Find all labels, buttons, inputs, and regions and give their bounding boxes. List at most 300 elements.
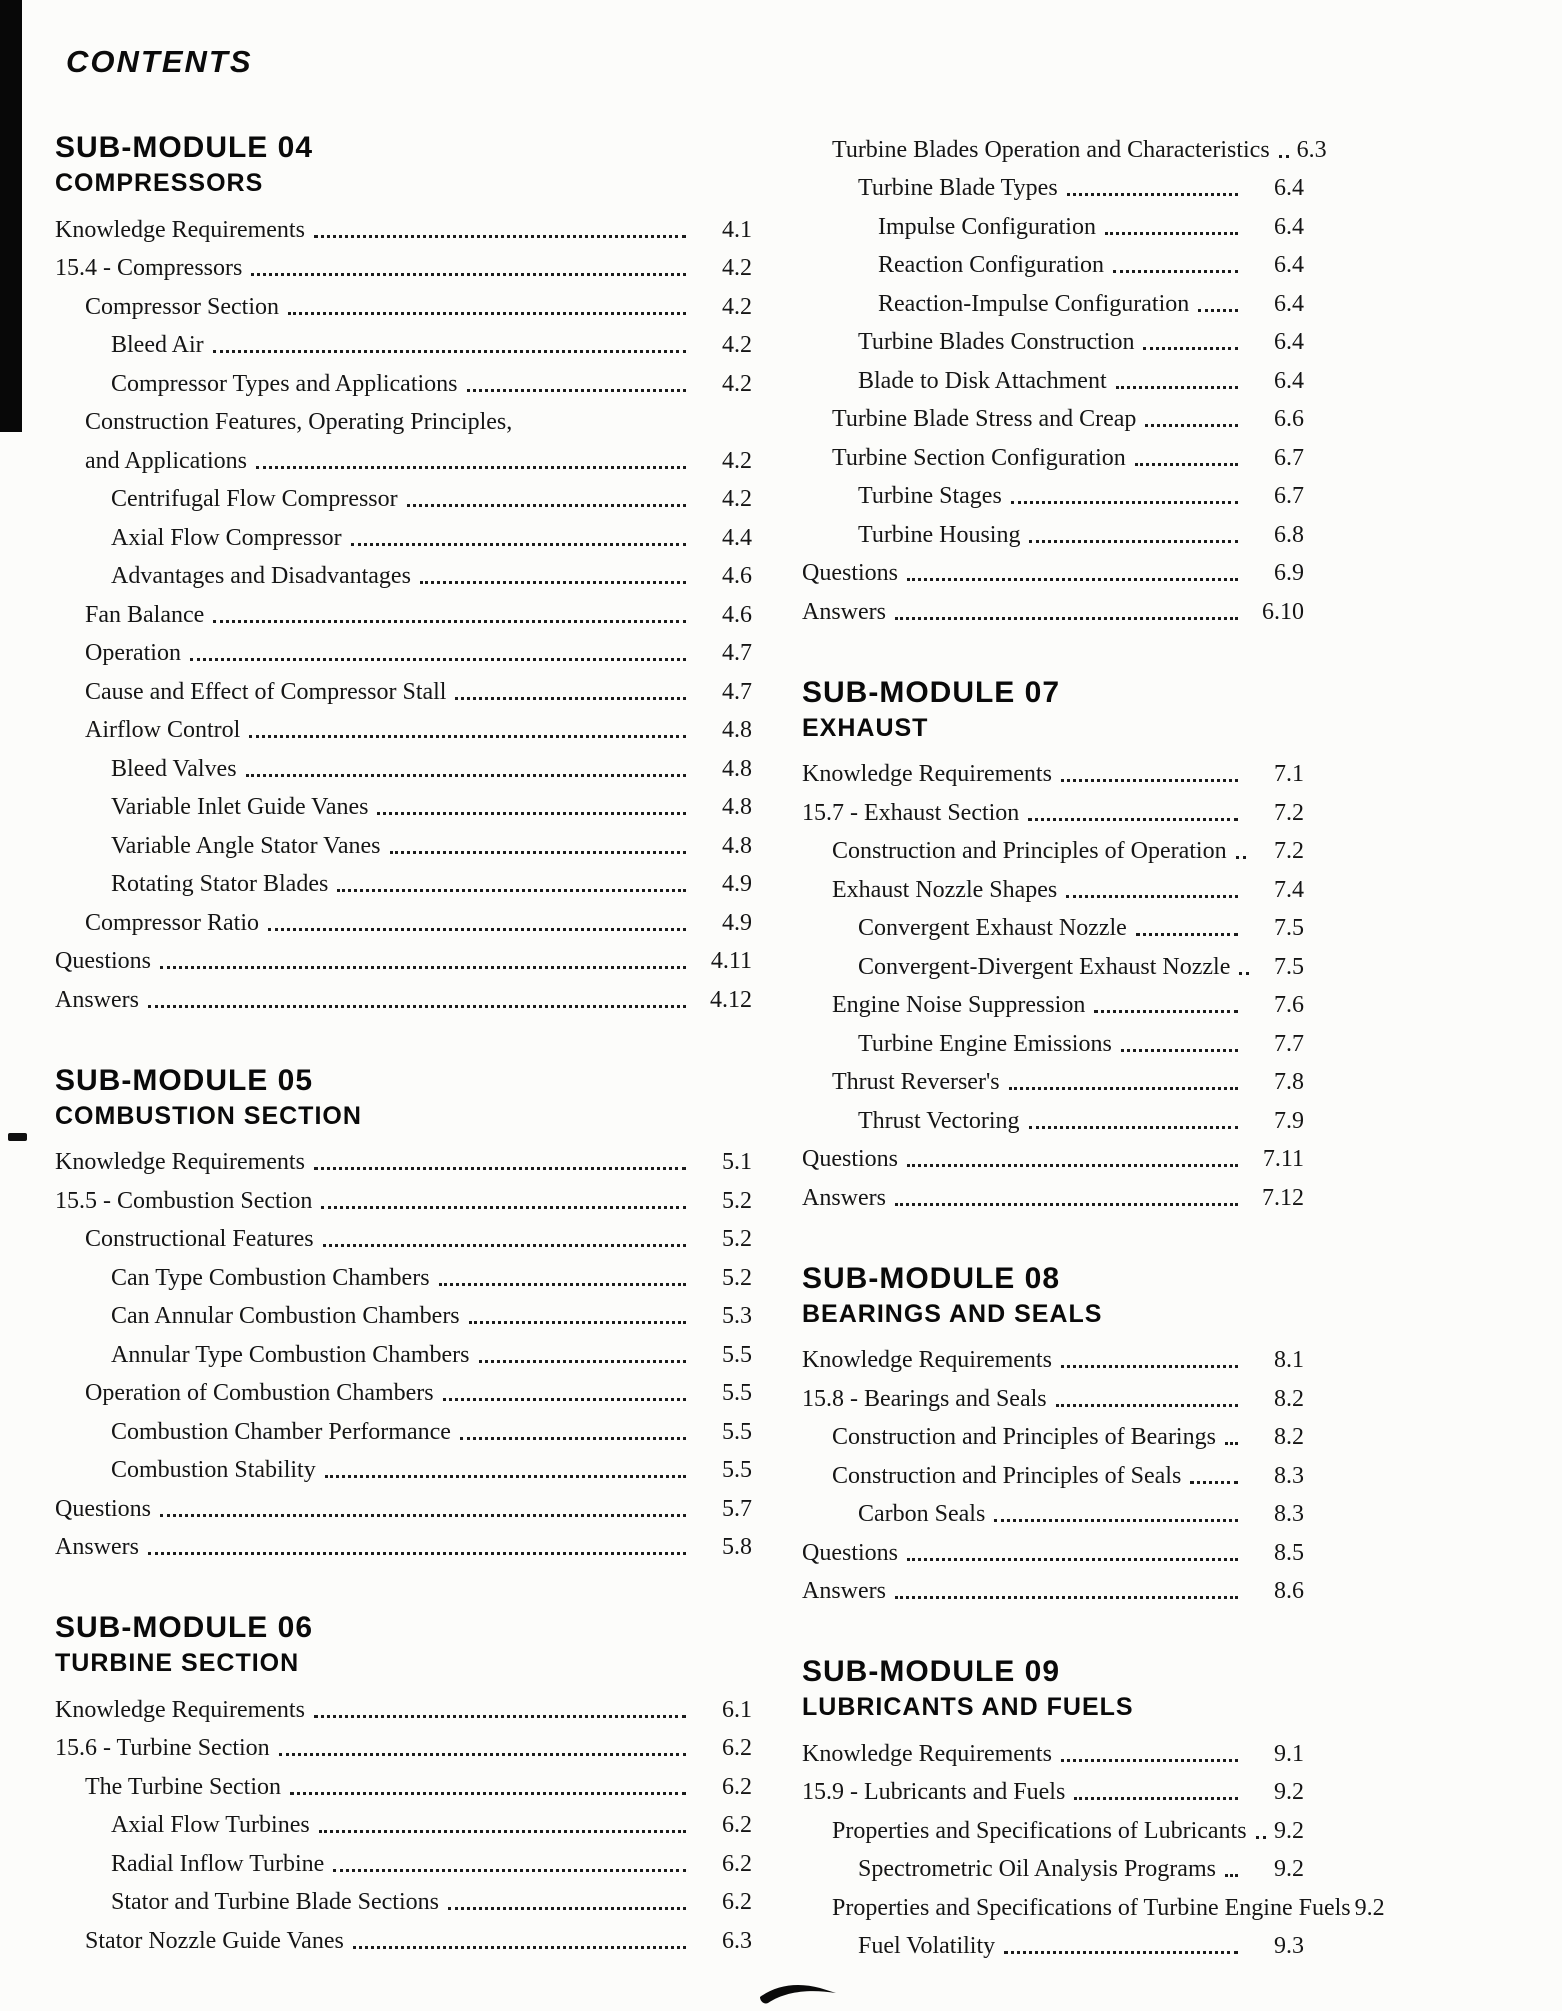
dot-leader — [467, 389, 686, 392]
toc-entry-label: Combustion Stability — [111, 1457, 316, 1483]
toc-entry-label: Knowledge Requirements — [802, 1740, 1052, 1767]
page-number: 6.8 — [1274, 521, 1304, 548]
dot-leader — [1225, 1442, 1238, 1445]
page-number: 4.8 — [722, 755, 752, 782]
toc-entry-label: Variable Inlet Guide Vanes — [111, 794, 369, 820]
toc-entry — [55, 709, 752, 748]
toc-entry-label: Spectrometric Oil Analysis Programs — [858, 1856, 1216, 1882]
toc-entry — [802, 830, 1304, 869]
module-subtitle: COMBUSTION SECTION — [55, 1101, 362, 1130]
dot-leader — [895, 617, 1238, 620]
toc-entry — [802, 1138, 1304, 1177]
dot-leader — [1239, 972, 1249, 975]
toc-entry — [802, 1061, 1304, 1100]
toc-entry-label: Can Annular Combustion Chambers — [111, 1303, 460, 1329]
toc-entry — [802, 1771, 1304, 1810]
toc-entry — [802, 1416, 1304, 1455]
dot-leader — [249, 735, 686, 738]
page-number: 6.7 — [1274, 483, 1304, 509]
page-number: 7.1 — [1274, 761, 1304, 787]
toc-column-right — [802, 128, 1385, 1963]
toc-entry — [802, 359, 1304, 398]
toc-entry-label: Reaction Configuration — [878, 252, 1104, 278]
dot-leader — [1029, 540, 1238, 543]
toc-entry-label: Compressor Ratio — [85, 909, 259, 936]
dot-leader — [251, 273, 686, 276]
toc-entry-label: Airflow Control — [85, 717, 241, 743]
page-number: 8.2 — [1274, 1385, 1304, 1412]
toc-entry — [55, 208, 752, 247]
dot-leader — [148, 1005, 686, 1008]
dot-leader — [1121, 1049, 1238, 1052]
toc-entries — [802, 128, 1327, 629]
dot-leader — [469, 1321, 686, 1324]
scan-artifact-bar — [0, 0, 22, 432]
page-number: 5.5 — [722, 1380, 752, 1406]
toc-entry — [802, 1176, 1304, 1215]
toc-entry-label: Properties and Specifications of Turbine Engine Fuels — [832, 1894, 1351, 1921]
toc-entries — [55, 208, 752, 1017]
dot-leader — [1028, 818, 1238, 821]
toc-entry — [802, 590, 1304, 629]
page-number: 6.7 — [1274, 444, 1304, 471]
dot-leader — [1256, 1836, 1266, 1839]
module-title: SUB-MODULE 04 — [55, 131, 314, 164]
dot-leader — [1105, 232, 1238, 235]
toc-entry — [55, 1218, 752, 1257]
toc-entry-label: and Applications — [85, 447, 247, 474]
dot-leader — [1145, 424, 1238, 427]
page-number: 6.2 — [722, 1850, 752, 1877]
page-number: 4.9 — [722, 909, 752, 936]
page-number: 6.4 — [1274, 252, 1304, 278]
page-turn-mark — [758, 1981, 838, 2006]
dot-leader — [1236, 856, 1246, 859]
dot-leader — [1143, 347, 1238, 350]
page-number: 4.7 — [722, 640, 752, 666]
dot-leader — [1011, 501, 1238, 504]
dot-leader — [895, 1596, 1238, 1599]
page-number: 5.1 — [722, 1149, 752, 1175]
toc-entry-label: 15.5 - Combustion Section — [55, 1187, 313, 1214]
toc-entry-label: Knowledge Requirements — [55, 1696, 305, 1723]
toc-entry — [55, 901, 752, 940]
dot-leader — [1067, 193, 1238, 196]
dot-leader — [314, 1715, 686, 1718]
page-number: 9.2 — [1274, 1817, 1304, 1844]
dot-leader — [314, 235, 686, 238]
dot-leader — [213, 620, 686, 623]
page-number: 6.6 — [1274, 406, 1304, 432]
toc-entry — [55, 516, 752, 555]
toc-entry — [802, 907, 1304, 946]
dot-leader — [337, 889, 686, 892]
page-number: 4.8 — [722, 832, 752, 859]
page-number: 8.3 — [1274, 1501, 1304, 1527]
toc-entry — [802, 128, 1327, 167]
toc-entry — [802, 791, 1304, 830]
toc-entry-label: Construction and Principles of Seals — [832, 1462, 1182, 1489]
toc-entry-label: Turbine Engine Emissions — [858, 1030, 1112, 1057]
page-number: 4.11 — [710, 948, 752, 974]
dot-leader — [455, 697, 686, 700]
page-number: 4.12 — [710, 986, 752, 1013]
toc-entry — [802, 1848, 1304, 1887]
toc-entry — [802, 552, 1304, 591]
toc-section-continued — [802, 128, 1327, 629]
page-number: 4.9 — [722, 871, 752, 897]
module-title: SUB-MODULE 06 — [55, 1611, 314, 1644]
toc-entry — [802, 1732, 1304, 1771]
page-number: 6.1 — [722, 1696, 752, 1723]
toc-entry-label: Exhaust Nozzle Shapes — [832, 876, 1058, 903]
toc-entry-label: Reaction-Impulse Configuration — [878, 290, 1190, 317]
dot-leader — [439, 1283, 686, 1286]
toc-entry-label: 15.8 - Bearings and Seals — [802, 1385, 1047, 1412]
page-number: 6.4 — [1274, 175, 1304, 201]
dot-leader — [1029, 1126, 1238, 1129]
dot-leader — [1004, 1951, 1238, 1954]
toc-section — [802, 675, 1304, 1215]
toc-entry-label: Stator and Turbine Blade Sections — [111, 1889, 439, 1915]
toc-entry — [55, 1526, 752, 1565]
dot-leader — [256, 466, 686, 469]
toc-entries — [802, 753, 1304, 1215]
toc-entry — [55, 1333, 752, 1372]
page-number: 8.2 — [1274, 1424, 1304, 1450]
toc-entry — [55, 940, 752, 979]
toc-entry-label: Stator Nozzle Guide Vanes — [85, 1927, 344, 1954]
module-title: SUB-MODULE 09 — [802, 1655, 1061, 1688]
toc-entry — [55, 555, 752, 594]
toc-entry — [802, 436, 1304, 475]
toc-entry — [55, 247, 752, 286]
toc-entry — [802, 1339, 1304, 1378]
toc-entry-label: Knowledge Requirements — [802, 1347, 1052, 1373]
dot-leader — [1116, 386, 1238, 389]
toc-section — [55, 1063, 752, 1565]
toc-entry — [55, 593, 752, 632]
page-number: 9.2 — [1354, 1894, 1385, 1921]
toc-entry — [802, 475, 1304, 514]
page-number: 9.1 — [1274, 1740, 1304, 1767]
page-number: 7.4 — [1274, 876, 1304, 903]
toc-entry-label: Construction and Principles of Operation — [832, 838, 1227, 864]
toc-entry-label: Compressor Types and Applications — [111, 370, 458, 397]
dot-leader — [1061, 1365, 1238, 1368]
page-number: 8.3 — [1274, 1462, 1304, 1489]
page-number: 9.2 — [1274, 1856, 1304, 1882]
toc-entry-label: Construction Features, Operating Principles, — [85, 409, 513, 435]
page-number: 4.8 — [722, 717, 752, 743]
dot-leader — [148, 1552, 686, 1555]
toc-entry-label: Turbine Blade Stress and Creap — [832, 406, 1137, 432]
toc-entry — [55, 670, 752, 709]
toc-entry-label: 15.7 - Exhaust Section — [802, 799, 1020, 826]
toc-entry-label: Thrust Vectoring — [858, 1107, 1020, 1134]
page-number: 7.9 — [1274, 1107, 1304, 1134]
toc-entry-label: Questions — [55, 948, 151, 974]
toc-entry-label: Impulse Configuration — [878, 213, 1096, 240]
toc-entry-label: Rotating Stator Blades — [111, 871, 329, 897]
dot-leader — [460, 1437, 686, 1440]
dot-leader — [353, 1946, 686, 1949]
page-number: 4.2 — [722, 447, 752, 474]
toc-entry-label: Radial Inflow Turbine — [111, 1850, 325, 1877]
page-number: 7.5 — [1274, 953, 1304, 980]
dot-leader — [288, 312, 686, 315]
page-number: 6.10 — [1262, 598, 1304, 625]
dot-leader — [1113, 270, 1238, 273]
module-title: SUB-MODULE 07 — [802, 675, 1061, 709]
toc-entry-label: Turbine Blade Types — [858, 175, 1058, 201]
page-number: 5.7 — [722, 1495, 752, 1522]
toc-entry-label: Answers — [802, 1184, 886, 1211]
toc-entry — [802, 321, 1304, 360]
page-number: 6.4 — [1274, 213, 1304, 240]
dot-leader — [321, 1206, 686, 1209]
page-number: 6.2 — [722, 1812, 752, 1838]
toc-entry-label: Knowledge Requirements — [55, 1149, 305, 1175]
toc-entry — [802, 753, 1304, 792]
toc-entry-label: Carbon Seals — [858, 1501, 986, 1527]
page-number: 9.2 — [1274, 1779, 1304, 1805]
toc-entry — [55, 1141, 752, 1180]
toc-entry-label: Questions — [802, 560, 898, 586]
toc-entry — [802, 167, 1304, 206]
dot-leader — [407, 504, 686, 507]
toc-entry — [802, 945, 1304, 984]
toc-entry — [55, 1372, 752, 1411]
toc-entry-label: Combustion Chamber Performance — [111, 1418, 451, 1445]
toc-entries — [802, 1339, 1304, 1609]
toc-entry-label: The Turbine Section — [85, 1773, 281, 1800]
toc-entry-label: Turbine Stages — [858, 483, 1002, 509]
toc-entry-label: Can Type Combustion Chambers — [111, 1264, 430, 1291]
toc-entry — [55, 632, 752, 671]
page-number: 6.2 — [722, 1773, 752, 1800]
dot-leader — [246, 774, 686, 777]
page-number: 5.8 — [722, 1534, 752, 1560]
dot-leader — [1061, 1759, 1238, 1762]
page-number: 4.2 — [722, 293, 752, 320]
page-number: 8.5 — [1274, 1539, 1304, 1566]
page-number: 6.9 — [1274, 560, 1304, 586]
page-number: 6.2 — [722, 1889, 752, 1915]
toc-entry — [802, 1454, 1304, 1493]
toc-entry-label: 15.6 - Turbine Section — [55, 1735, 270, 1761]
dot-leader — [479, 1360, 686, 1363]
toc-entry — [802, 1377, 1304, 1416]
toc-section — [802, 1654, 1385, 1963]
page-number: 5.2 — [722, 1264, 752, 1291]
page-number: 5.5 — [722, 1457, 752, 1483]
page-number: 6.2 — [722, 1735, 752, 1761]
toc-entry — [802, 244, 1304, 283]
page-title: CONTENTS — [66, 44, 253, 79]
toc-entry — [802, 205, 1304, 244]
toc-column-left — [55, 130, 752, 1958]
dot-leader — [1225, 1874, 1238, 1877]
toc-entry-label: Annular Type Combustion Chambers — [111, 1341, 470, 1368]
toc-entry-label: Answers — [802, 1578, 886, 1604]
toc-entry-label: Operation of Combustion Chambers — [85, 1380, 434, 1406]
toc-entry — [55, 478, 752, 517]
toc-entry — [55, 324, 752, 363]
page-number: 6.3 — [1296, 136, 1327, 163]
toc-entry — [55, 1842, 752, 1881]
dot-leader — [1094, 1010, 1238, 1013]
page-number: 4.2 — [722, 370, 752, 397]
page-number: 4.6 — [722, 563, 752, 589]
toc-entry — [802, 282, 1304, 321]
module-subtitle: TURBINE SECTION — [55, 1649, 300, 1677]
toc-entry-label: Cause and Effect of Compressor Stall — [85, 678, 447, 705]
page-number: 7.6 — [1274, 992, 1304, 1018]
dot-leader — [443, 1398, 686, 1401]
dot-leader — [325, 1475, 686, 1478]
toc-entry — [55, 1410, 752, 1449]
page-number: 5.5 — [722, 1418, 752, 1445]
page-number: 7.12 — [1262, 1184, 1304, 1211]
toc-entry-label: Turbine Blades Operation and Characteristics — [832, 136, 1270, 163]
toc-entry — [55, 1295, 752, 1334]
page-number: 7.11 — [1262, 1146, 1304, 1172]
toc-entry — [802, 398, 1304, 437]
page-number: 5.3 — [722, 1303, 752, 1329]
toc-entry-label: Constructional Features — [85, 1226, 314, 1252]
toc-entry-label: Questions — [55, 1495, 151, 1522]
dot-leader — [1190, 1481, 1238, 1484]
toc-entry-label: Axial Flow Compressor — [111, 524, 342, 551]
toc-entry-label: Questions — [802, 1539, 898, 1566]
toc-entry — [55, 401, 752, 440]
toc-entry-label: Convergent-Divergent Exhaust Nozzle — [858, 953, 1231, 980]
page-number: 6.3 — [722, 1927, 752, 1954]
module-subtitle: COMPRESSORS — [55, 169, 264, 197]
toc-entry-label: Turbine Housing — [858, 521, 1021, 548]
toc-entry — [802, 1531, 1304, 1570]
toc-entry-label: Answers — [55, 986, 139, 1013]
toc-entry-label: Variable Angle Stator Vanes — [111, 832, 381, 859]
page-number: 4.8 — [722, 794, 752, 820]
toc-entry-label: Answers — [802, 598, 886, 625]
page-number: 7.8 — [1274, 1069, 1304, 1095]
toc-entry-label: Turbine Blades Construction — [858, 329, 1135, 355]
toc-entry — [55, 1804, 752, 1843]
dot-leader — [319, 1830, 686, 1833]
page-number: 4.4 — [722, 524, 752, 551]
dot-leader — [448, 1907, 686, 1910]
toc-entry — [802, 1493, 1304, 1532]
toc-entry — [55, 285, 752, 324]
toc-entry-label: Questions — [802, 1146, 898, 1172]
toc-entry-label: Construction and Principles of Bearings — [832, 1424, 1216, 1450]
dot-leader — [1056, 1404, 1238, 1407]
toc-entry-label: Answers — [55, 1534, 139, 1560]
dot-leader — [314, 1167, 686, 1170]
page-number: 6.4 — [1274, 329, 1304, 355]
toc-entry-label: Knowledge Requirements — [802, 761, 1052, 787]
dot-leader — [1066, 895, 1238, 898]
module-title: SUB-MODULE 05 — [55, 1063, 314, 1097]
page-number: 4.6 — [722, 601, 752, 628]
dot-leader — [390, 851, 687, 854]
toc-entry-label: Bleed Valves — [111, 755, 237, 782]
page-number: 7.2 — [1274, 799, 1304, 826]
dot-leader — [1135, 463, 1238, 466]
toc-entry — [55, 1765, 752, 1804]
toc-entry — [55, 1449, 752, 1488]
module-title: SUB-MODULE 08 — [802, 1261, 1061, 1295]
page-number: 6.4 — [1274, 290, 1304, 317]
toc-entry-label: Centrifugal Flow Compressor — [111, 486, 398, 512]
module-subtitle: BEARINGS AND SEALS — [802, 1299, 1103, 1328]
toc-entry-label: Convergent Exhaust Nozzle — [858, 915, 1127, 941]
page-number: 5.5 — [722, 1341, 752, 1368]
page-number: 4.2 — [722, 332, 752, 358]
page-number: 4.2 — [722, 255, 752, 281]
toc-entry-label: Operation — [85, 640, 181, 666]
toc-entry — [55, 786, 752, 825]
toc-entry — [55, 1256, 752, 1295]
toc-entry — [55, 1179, 752, 1218]
page-number: 9.3 — [1274, 1933, 1304, 1959]
toc-entry — [802, 1809, 1304, 1848]
toc-entry-label: Fan Balance — [85, 601, 205, 628]
module-subtitle: EXHAUST — [802, 713, 929, 742]
page-number: 4.2 — [722, 486, 752, 512]
toc-entry-label: Advantages and Disadvantages — [111, 563, 411, 589]
page-number: 6.4 — [1274, 367, 1304, 394]
dot-leader — [333, 1869, 686, 1872]
toc-entry — [802, 1886, 1385, 1925]
page-number: 5.2 — [722, 1187, 752, 1214]
dot-leader — [377, 812, 686, 815]
dot-leader — [351, 543, 686, 546]
toc-entry — [55, 439, 752, 478]
toc-entry-label: Axial Flow Turbines — [111, 1812, 310, 1838]
page-number: 5.2 — [722, 1226, 752, 1252]
dot-leader — [160, 1514, 686, 1517]
toc-entry — [55, 1487, 752, 1526]
page-number: 4.1 — [722, 216, 752, 243]
dot-leader — [907, 578, 1238, 581]
toc-entry — [55, 824, 752, 863]
toc-entry-label: Properties and Specifications of Lubricants — [832, 1817, 1247, 1844]
dot-leader — [907, 1164, 1238, 1167]
dot-leader — [323, 1244, 686, 1247]
dot-leader — [1061, 779, 1238, 782]
dot-leader — [213, 350, 686, 353]
toc-entry — [55, 1727, 752, 1766]
dot-leader — [1279, 155, 1289, 158]
toc-entries — [55, 1141, 752, 1565]
dot-leader — [1136, 933, 1238, 936]
toc-section — [55, 1610, 752, 1958]
dot-leader — [1198, 309, 1238, 312]
toc-entry-label: Engine Noise Suppression — [832, 992, 1086, 1018]
dot-leader — [994, 1519, 1238, 1522]
toc-entry — [55, 362, 752, 401]
toc-entry-label: Thrust Reverser's — [832, 1069, 1000, 1095]
toc-entry-label: Compressor Section — [85, 293, 279, 320]
dot-leader — [895, 1203, 1238, 1206]
toc-section — [55, 130, 752, 1017]
toc-entry-label: Turbine Section Configuration — [832, 444, 1126, 471]
page-number: 8.1 — [1274, 1347, 1304, 1373]
dot-leader — [268, 928, 686, 931]
